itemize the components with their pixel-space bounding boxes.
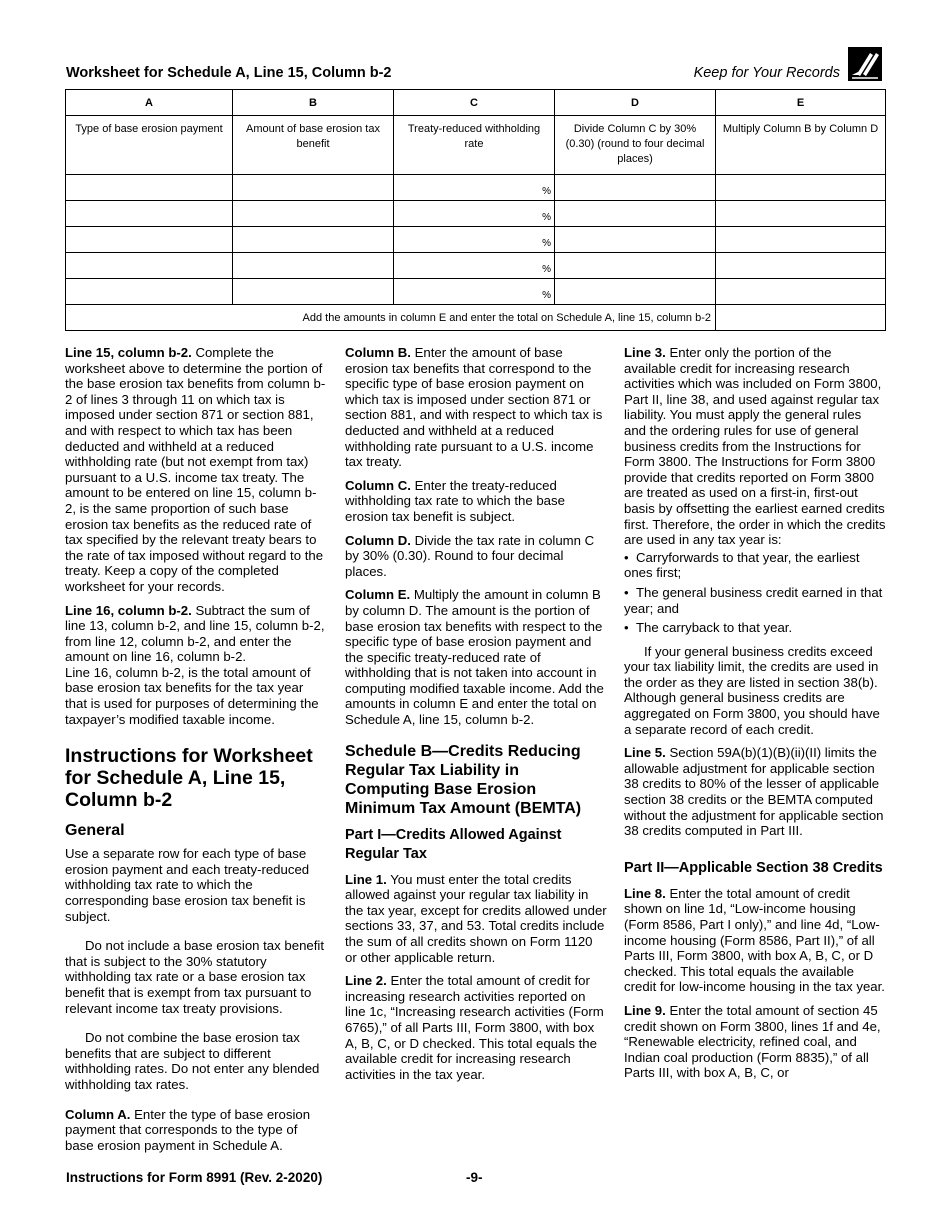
records-pen-icon <box>848 47 882 81</box>
paragraph-column-a <box>65 1107 327 1154</box>
run-in-head: Line 5. <box>624 745 666 761</box>
paragraph-line-5 <box>624 745 886 839</box>
table-row <box>66 253 886 279</box>
column-description: Treaty-reduced withholding rate <box>394 116 555 175</box>
paragraph-line-15 <box>65 345 327 595</box>
entry-cell[interactable] <box>716 279 886 305</box>
entry-cell[interactable] <box>716 227 886 253</box>
instructions-heading: Instructions for Worksheet for Schedule A, Line 15, Column b-2 <box>65 745 313 812</box>
entry-cell[interactable] <box>66 227 233 253</box>
paragraph-exceed: If your general business credits exceed your tax liability limit, the credits are used in the order as they are listed in section 38(b). Although general business credits are aggregated on Form 3800, you should have a separate record of each credit. <box>624 643 880 737</box>
paragraph-text: Subtract the sum of line 13, column b-2, and line 15, column b-2, from line 12, column b-2, and enter the amount on line 16, column b-2. <box>65 602 325 665</box>
total-entry-cell[interactable] <box>716 305 886 331</box>
run-in-head: Column C. <box>345 477 411 493</box>
column-letter-row <box>66 90 886 116</box>
keep-for-records-label: Keep for Your Records <box>693 65 840 81</box>
total-instruction: Add the amounts in column E and enter the total on Schedule A, line 15, column b-2 <box>66 305 716 331</box>
column-description: Amount of base erosion tax benefit <box>233 116 394 175</box>
entry-cell[interactable] <box>233 227 394 253</box>
column-letter: D <box>555 90 716 116</box>
table-row <box>66 201 886 227</box>
entry-cell[interactable] <box>66 201 233 227</box>
entry-cell[interactable] <box>233 201 394 227</box>
column-description-row <box>66 116 886 175</box>
paragraph-text: Multiply the amount in column B by column D. The amount is the portion of base erosion tax benefits with respect to the specific type of base erosion payment and the specific treaty-reduced rate of withholding that is not taken into account in computing modified taxable income. Add the amounts in column E and enter the total on Schedule A, line 15, column b-2. <box>345 587 604 728</box>
paragraph-text: Complete the worksheet above to determine the portion of the base erosion tax benefits from column b-2 of lines 3 through 11 on which tax is imposed under section 871 or section 881, and with respect to which tax has been deducted and withheld at a reduced withholding rate (but not exempt from tax) pursuant to a U.S. income tax treaty. The amount to be entered on line 15, column b-2, is the same proportion of such base erosion tax benefits as the reduced rate of tax specified by the relevant treaty bears to the rate of tax imposed without regard to the treaty. Keep a copy of the completed worksheet for your records. <box>65 345 326 594</box>
paragraph-column-c <box>345 478 607 525</box>
run-in-head: Line 1. <box>345 871 387 887</box>
column-letter: C <box>394 90 555 116</box>
paragraph-column-e <box>345 587 607 727</box>
column-letter: B <box>233 90 394 116</box>
run-in-head: Line 8. <box>624 885 666 901</box>
total-row <box>66 305 886 331</box>
paragraph-text: Divide the tax rate in column C by 30% (0.30). Round to four decimal places. <box>345 532 595 579</box>
entry-cell[interactable] <box>716 253 886 279</box>
entry-cell[interactable] <box>66 279 233 305</box>
paragraph-line-8 <box>624 886 886 995</box>
bullet-text: The general business credit earned in that year; and <box>624 584 883 616</box>
bullet-item <box>624 550 886 581</box>
footer-page-number: -9- <box>466 1170 483 1185</box>
general-paragraph-3: Do not combine the base erosion tax benefits that are subject to different withholding rates. Do not enter any blended withholding tax rates. <box>65 1030 320 1092</box>
run-in-head: Column E. <box>345 587 411 603</box>
entry-cell[interactable] <box>233 279 394 305</box>
rate-cell[interactable]: % <box>394 175 555 201</box>
paragraph-line-16-cont: Line 16, column b-2, is the total amount of base erosion tax benefits for the tax year that is used for purposes of determining the taxpayer’s modified taxable income. <box>65 664 319 727</box>
bullet-icon: • <box>624 549 629 565</box>
run-in-head: Column A. <box>65 1106 131 1122</box>
paragraph-text: Section 59A(b)(1)(B)(ii)(II) limits the allowable adjustment for applicable section 38 credits to 80% of the lesser of applicable section 38 credits or the BEMTA computed without the adjustment for applicable section 38 credits computed in Part III. <box>624 745 884 839</box>
entry-cell[interactable] <box>66 253 233 279</box>
rate-cell[interactable]: % <box>394 227 555 253</box>
entry-cell[interactable] <box>716 201 886 227</box>
run-in-head: Column B. <box>345 345 411 360</box>
column-description: Type of base erosion payment <box>66 116 233 175</box>
text-column-1 <box>65 345 327 1161</box>
paragraph-text: Enter the type of base erosion payment that corresponds to the type of base erosion payment in Schedule A. <box>65 1106 311 1153</box>
entry-cell[interactable] <box>233 175 394 201</box>
entry-cell[interactable] <box>555 253 716 279</box>
rate-cell[interactable]: % <box>394 253 555 279</box>
paragraph-line-2 <box>345 973 607 1082</box>
paragraph-text: Enter only the portion of the available credit for increasing research activities which was included on Form 3800, Part II, line 38, and used against regular tax liability. You must apply the general rules and the ordering rules for use of general business credits from the Instructions for Form 3800. The Instructions for Form 3800 provide that credits reported on Form 3800 are treated as used on a first-in, first-out basis by offsetting the earliest earned credits first. Therefore, the order in which the credits are used in any tax year is: <box>624 345 886 548</box>
table-row <box>66 279 886 305</box>
paragraph-text: Enter the total amount of credit shown on line 1d, “Low-income housing (Form 8586, Part I only),” and line 4d, “Low-income housing (Form 8586, Part II),” of all Parts III, Form 3800, with box A, B, C, or D checked. This total equals the available credit for low-income housing in the tax year. <box>624 885 885 995</box>
run-in-head: Line 15, column b-2. <box>65 345 192 360</box>
bullet-text: Carryforwards to that year, the earliest ones first; <box>624 549 860 581</box>
column-letter: A <box>66 90 233 116</box>
general-paragraph-1: Use a separate row for each type of base erosion payment and each treaty-reduced withholding tax rate to which the corresponding base erosion tax benefit is subject. <box>65 846 310 924</box>
entry-cell[interactable] <box>555 227 716 253</box>
text-column-3 <box>624 345 886 1089</box>
rate-cell[interactable]: % <box>394 201 555 227</box>
paragraph-line-16 <box>65 603 327 665</box>
entry-cell[interactable] <box>555 201 716 227</box>
bullet-icon: • <box>624 584 629 600</box>
entry-cell[interactable] <box>555 175 716 201</box>
run-in-head: Column D. <box>345 532 411 548</box>
paragraph-text: You must enter the total credits allowed against your regular tax liability in the tax year, except for credits allowed under sections 33, 37, and 53. Total credits include the sum of all credits shown on Form 1120 or other applicable return. <box>345 871 607 965</box>
part-1-heading: Part I—Credits Allowed Against Regular Tax <box>345 826 562 862</box>
bullet-icon: • <box>624 620 629 636</box>
paragraph-text: Enter the total amount of section 45 credit shown on Form 3800, lines 1f and 4e, “Renewable electricity, refined coal, and Indian coal production (Form 8835),” of all Parts III, with box A, B, C, or <box>624 1002 881 1081</box>
column-letter: E <box>716 90 886 116</box>
text-column-2 <box>345 345 607 1090</box>
paragraph-column-b <box>345 345 607 470</box>
worksheet-title: Worksheet for Schedule A, Line 15, Column b-2 <box>66 65 392 81</box>
table-row <box>66 227 886 253</box>
run-in-head: Line 9. <box>624 1002 666 1018</box>
bullet-item <box>624 585 886 616</box>
paragraph-column-d <box>345 533 607 580</box>
bullet-text: The carryback to that year. <box>636 620 793 636</box>
entry-cell[interactable] <box>716 175 886 201</box>
rate-cell[interactable]: % <box>394 279 555 305</box>
worksheet-table <box>65 89 886 331</box>
general-heading: General <box>65 822 125 840</box>
paragraph-text: Enter the amount of base erosion tax benefits that correspond to the specific type of base erosion payment on which tax is imposed under section 871 or section 881, and with respect to which tax is deducted and withheld at a reduced withholding rate pursuant to a U.S. income tax treaty. <box>345 345 603 470</box>
column-description: Divide Column C by 30% (0.30) (round to four decimal places) <box>555 116 716 175</box>
entry-cell[interactable] <box>233 253 394 279</box>
entry-cell[interactable] <box>555 279 716 305</box>
entry-cell[interactable] <box>66 175 233 201</box>
paragraph-line-9 <box>624 1003 886 1081</box>
footer-form-title: Instructions for Form 8991 (Rev. 2-2020) <box>66 1170 323 1185</box>
paragraph-line-3 <box>624 345 886 548</box>
run-in-head: Line 16, column b-2. <box>65 602 192 618</box>
run-in-head: Line 3. <box>624 345 666 360</box>
column-description: Multiply Column B by Column D <box>716 116 886 175</box>
paragraph-text: Enter the treaty-reduced withholding tax rate to which the base erosion tax benefit is subject. <box>345 477 565 524</box>
general-paragraph-2: Do not include a base erosion tax benefit that is subject to the 30% statutory withholding tax rate or a base erosion tax benefit that is exempt from tax pursuant to relevant income tax treaty provisions. <box>65 938 324 1016</box>
run-in-head: Line 2. <box>345 973 387 989</box>
schedule-b-heading: Schedule B—Credits Reducing Regular Tax Liability in Computing Base Erosion Minimum Tax Amount (BEMTA) <box>345 742 582 817</box>
table-row <box>66 175 886 201</box>
bullet-item <box>624 620 886 636</box>
paragraph-line-1 <box>345 872 607 966</box>
paragraph-text: Enter the total amount of credit for increasing research activities reported on line 1c, “Increasing research activities (Form 6765),” of all Parts III, Form 3800, with box A, B, C, or D checked. This total equals the available credit for increasing research activities in the tax year. <box>345 973 604 1082</box>
part-2-heading: Part II—Applicable Section 38 Credits <box>624 859 883 876</box>
